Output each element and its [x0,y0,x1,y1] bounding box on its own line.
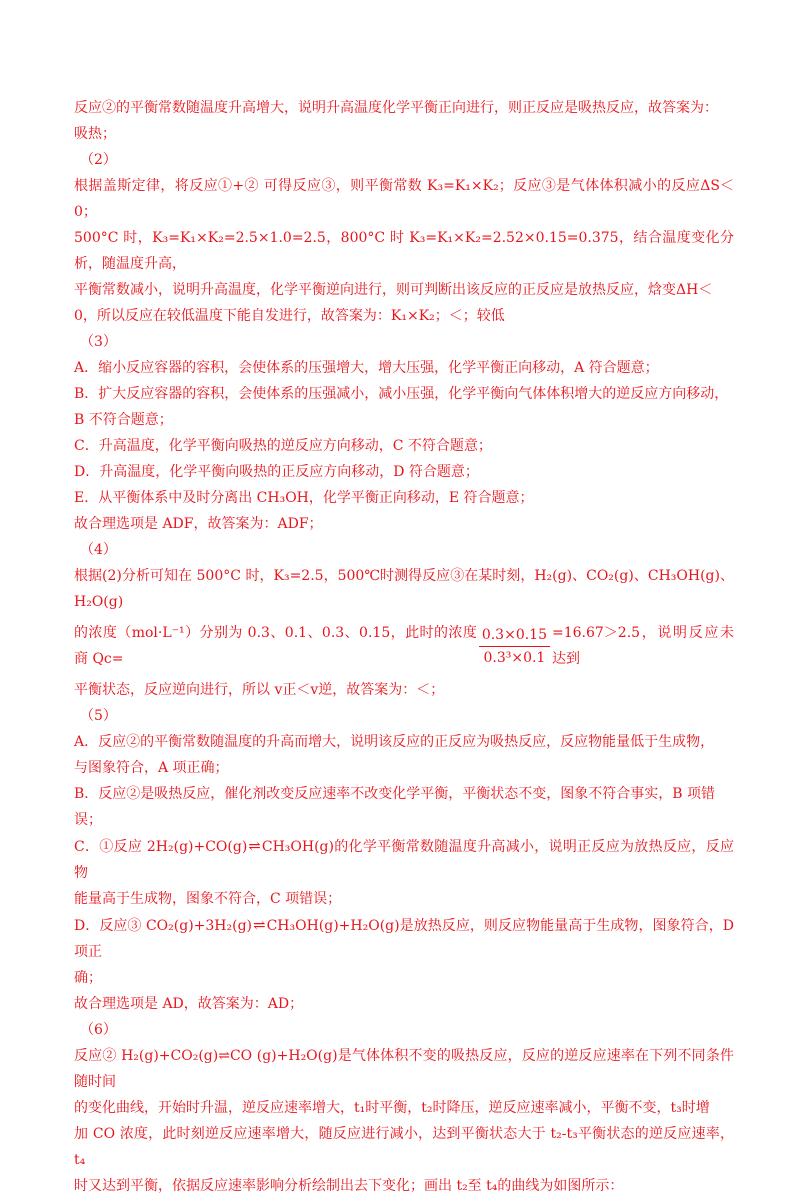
text-line: 根据(2)分析可知在 500°C 时，K₃=2.5，500℃时测得反应③在某时刻，H₂(g)、CO₂(g)、CH₃OH(g)、H₂O(g) [74,568,734,610]
text-line: B 不符合题意； [74,412,173,428]
eq-d-after: CH₃OH(g)+H₂O(g)是放热反应，则反应物能量高于生成物，图象符合，D 项正 [74,918,734,960]
section-label: （3） [80,334,117,350]
text-line: 平衡状态，反应逆向进行，所以 v正＜v逆，故答案为：＜； [74,682,445,698]
equilibrium-arrow-icon: ⇌ [253,916,266,934]
text-line: E．从平衡体系中及时分离出 CH₃OH，化学平衡正向移动，E 符合题意； [74,490,534,506]
text-line: A．反应②的平衡常数随温度的升高而增大，说明该反应的正反应为吸热反应，反应物能量低于生成物， [74,734,715,750]
text-line: B．反应②是吸热反应，催化剂改变反应速率不改变化学平衡，平衡状态不变，图象不符合事实，B 项错 [74,786,716,802]
fraction-numerator: 0.3×0.15 [479,624,550,647]
text-line: 的变化曲线，开始时升温，逆反应速率增大，t₁时平衡，t₂时降压，逆反应速率减小，平衡不变，t₃时增 [74,1100,710,1116]
text-line: 吸热； [74,126,116,142]
text-line: 确； [74,970,102,986]
fraction-line-after: =16.67＞2.5，说明反应未达到 [552,625,734,667]
text-line: D．升高温度，化学平衡向吸热的正反应方向移动，D 符合题意； [74,464,479,480]
text-line: 故合理选项是 AD，故答案为：AD； [74,996,304,1012]
text-line: 误； [74,812,102,828]
eq-c-before: C．①反应 2H₂(g)+CO(g) [74,839,248,855]
section-label: （4） [80,542,117,558]
text-line: 平衡常数减小，说明升高温度，化学平衡逆向进行，则可判断出该反应的正反应是放热反应，焓变ΔH＜ [74,282,713,298]
equilibrium-arrow-icon: ⇌ [248,837,261,855]
text-line: 根据盖斯定律，将反应①+② 可得反应③，则平衡常数 K₃=K₁×K₂；反应③是气体体积减小的反应ΔS＜0； [74,178,734,220]
concentration-quotient-fraction [479,624,550,669]
fraction-line [74,615,734,677]
text-line: 反应②的平衡常数随温度升高增大，说明升高温度化学平衡正向进行，则正反应是吸热反应，故答案为： [74,100,718,116]
text-line: 与图象符合，A 项正确； [74,760,229,776]
text-line: 反应② H₂(g)+CO₂(g)⇌CO (g)+H₂O(g)是气体体积不变的吸热反应，反应的逆反应速率在下列不同条件随时间 [74,1048,734,1090]
equation-line-c [74,833,734,886]
fraction-denominator: 0.3³×0.1 [483,649,546,666]
section-label: （2） [80,152,117,168]
text-line: C．升高温度，化学平衡向吸热的逆反应方向移动，C 不符合题意； [74,438,492,454]
text-line: 加 CO 浓度，此时刻逆反应速率增大，随反应进行减小，达到平衡状态大于 t₂-t₃平衡状态的逆反应速率，t₄ [74,1126,734,1168]
document-body [74,95,734,1199]
text-line: 能量高于生成物，图象不符合，C 项错误； [74,891,342,907]
fraction-line-before: 的浓度（mol·L⁻¹）分别为 0.3、0.1、0.3、0.15，此时的浓度商 Qc= [74,625,477,667]
text-line: 故合理选项是 ADF，故答案为：ADF； [74,516,323,532]
eq-d-before: D．反应③ CO₂(g)+3H₂(g) [74,918,252,934]
text-line: A．缩小反应容器的容积，会使体系的压强增大，增大压强，化学平衡正向移动，A 符合题意； [74,360,659,376]
text-line: 0，所以反应在较低温度下能自发进行，故答案为：K₁×K₂；＜；较低 [74,308,505,324]
section-label: （5） [80,708,117,724]
text-line: 500°C 时，K₃=K₁×K₂=2.5×1.0=2.5，800°C 时 K₃=K₁×K₂=2.52×0.15=0.375，结合温度变化分析，随温度升高， [74,230,734,272]
text-line: B．扩大反应容器的容积，会使体系的压强减小，减小压强，化学平衡向气体体积增大的逆反应方向移动， [74,386,729,402]
section-label: （6） [80,1022,117,1038]
text-line: 时又达到平衡，依据反应速率影响分析绘制出去下变化；画出 t₂至 t₄的曲线为如图所示： [74,1178,624,1194]
eq-c-after: CH₃OH(g)的化学平衡常数随温度升高减小，说明正反应为放热反应，反应物 [74,839,734,881]
equation-line-d [74,912,734,965]
